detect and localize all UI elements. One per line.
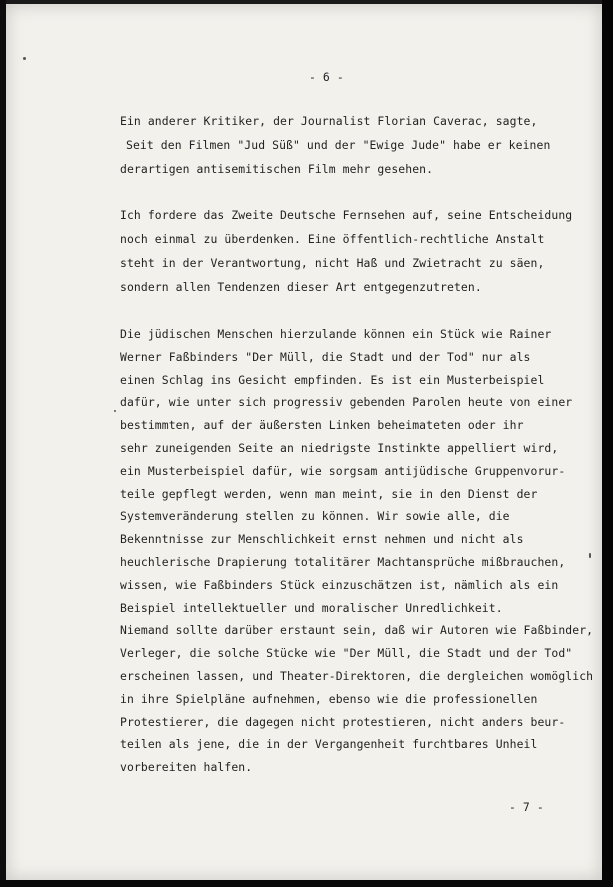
paragraph-1 xyxy=(120,114,551,184)
paragraph-3 xyxy=(120,327,594,775)
paragraph-line: noch einmal zu überdenken. Eine öffentlich-rechtliche Anstalt xyxy=(120,232,545,246)
paragraph-line: sondern allen Tendenzen dieser Art entgegenzutreten. xyxy=(120,280,482,294)
paragraph-line: Systemveränderung stellen zu können. Wir sowie alle, die xyxy=(120,509,510,524)
paragraph-line: Die jüdischen Menschen hierzulande können ein Stück wie Rainer xyxy=(120,327,552,341)
paragraph-line: Verleger, die solche Stücke wie "Der Müll, die Stadt und der Tod" xyxy=(120,646,573,661)
paragraph-line: teile gepflegt werden, wenn man meint, sie in den Dienst der xyxy=(120,486,538,501)
paragraph-line: ein Musterbeispiel dafür, wie sorgsam antijüdische Gruppenvorur- xyxy=(120,463,566,478)
paragraph-line: Ein anderer Kritiker, der Journalist Florian Caverac, sagte, xyxy=(120,114,538,128)
paragraph-line: bestimmten, auf der äußersten Linken beheimateten oder ihr xyxy=(120,418,524,433)
paragraph-line: heuchlerische Drapierung totalitärer Machtansprüche mißbrauchen, xyxy=(120,555,566,569)
paragraph-line: Bekenntnisse zur Menschlichkeit ernst nehmen und nicht als xyxy=(120,532,524,547)
paragraph-line: Ich fordere das Zweite Deutsche Fernsehen auf, seine Entscheidung xyxy=(120,208,573,222)
paragraph-line: teilen als jene, die in der Vergangenheit furchtbares Unheil xyxy=(120,737,538,752)
paragraph-line: Niemand sollte darüber erstaunt sein, daß wir Autoren wie Faßbinder, xyxy=(120,623,594,638)
scan-speck xyxy=(23,57,26,60)
scan-speck xyxy=(114,410,116,412)
paragraph-line: Seit den Filmen "Jud Süß" und der "Ewige Jude" habe er keinen xyxy=(126,138,551,152)
paragraph-line: dafür, wie unter sich progressiv gebenden Parolen heute von einer xyxy=(120,395,573,410)
paragraph-line: vorbereiten halfen. xyxy=(120,760,253,775)
paragraph-line: in ihre Spielpläne aufnehmen, ebenso wie die professionellen xyxy=(120,691,538,706)
paragraph-line: steht in der Verantwortung, nicht Haß und Zwietracht zu säen, xyxy=(120,256,545,270)
page-number-bottom: - 7 - xyxy=(509,800,544,814)
paragraph-line: einen Schlag ins Gesicht empfinden. Es ist ein Musterbeispiel xyxy=(120,372,545,387)
paragraph-line: Werner Faßbinders "Der Müll, die Stadt und der Tod" nur als xyxy=(120,349,531,364)
paragraph-line: wissen, wie Faßbinders Stück einzuschätzen ist, nämlich als ein xyxy=(120,577,559,592)
page-number-top: - 6 - xyxy=(309,70,344,84)
paragraph-line: Protestierer, die dagegen nicht protestieren, nicht anders beur- xyxy=(120,714,566,729)
paragraph-line: Beispiel intellektueller und moralischer Unredlichkeit. xyxy=(120,600,503,615)
paragraph-line: erscheinen lassen, und Theater-Direktoren, die dergleichen womöglich xyxy=(120,669,594,683)
paragraph-line: derartigen antisemitischen Film mehr gesehen. xyxy=(120,162,434,176)
scan-speck xyxy=(589,553,591,558)
paragraph-2 xyxy=(120,208,573,294)
paragraph-line: sehr zuneigenden Seite an niedrigste Instinkte appelliert wird, xyxy=(120,441,559,455)
